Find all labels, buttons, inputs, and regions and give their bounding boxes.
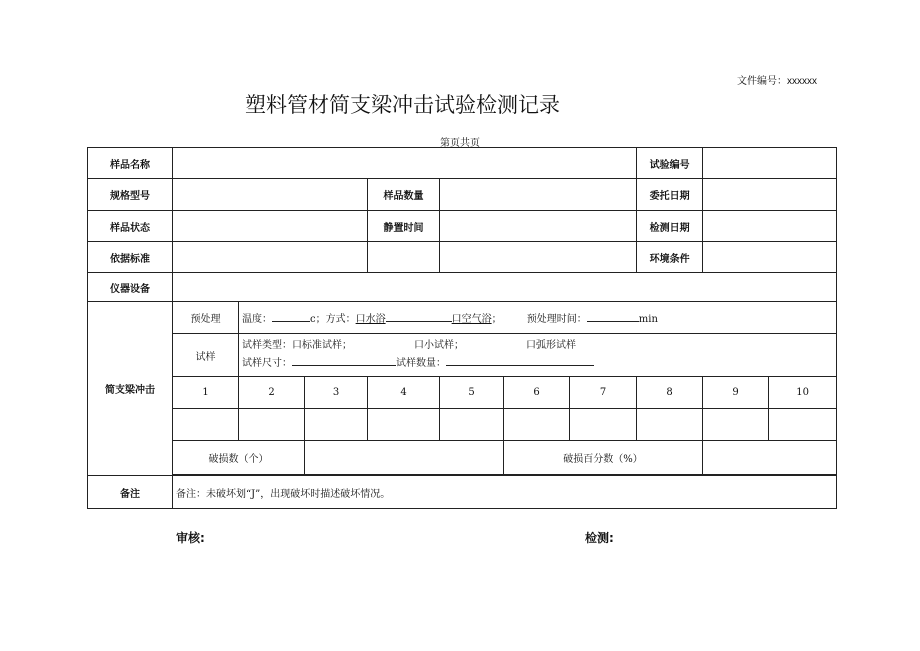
specimen-size-line: [242, 355, 834, 373]
entrust-date-field[interactable]: [703, 179, 837, 211]
env-cond-label: 环境条件: [637, 242, 703, 273]
specimen-type-label: 试样类型：: [242, 340, 292, 351]
page-info: 第页共页: [440, 138, 480, 149]
sample-state-field[interactable]: [173, 211, 368, 242]
damage-count-label: 破损数（个）: [173, 441, 305, 475]
col-header-8: 8: [637, 377, 703, 409]
pretreat-time-unit: min: [638, 314, 658, 325]
temp-unit: c；方式：: [310, 314, 356, 325]
sample-qty-field[interactable]: [440, 179, 637, 211]
rest-time-field[interactable]: [440, 211, 637, 242]
damage-count-field[interactable]: [305, 441, 504, 475]
col-header-3: 3: [305, 377, 368, 409]
impact-label: 简支梁冲击: [88, 302, 173, 476]
review-label: 审核:: [176, 531, 205, 545]
specimen-label: 试样: [173, 334, 239, 377]
result-cell-5[interactable]: [440, 409, 504, 441]
specimen-qty-label: 试样数量：: [396, 358, 446, 369]
sample-state-label: 样品状态: [88, 211, 173, 242]
small-specimen-option[interactable]: 口小试样；: [414, 340, 464, 351]
water-bath-line: [386, 311, 452, 322]
instrument-field[interactable]: [173, 273, 837, 302]
env-cond-field[interactable]: [703, 242, 837, 273]
specimen-size-input[interactable]: [292, 355, 396, 366]
std-specimen-option[interactable]: 口标准试样；: [292, 340, 352, 351]
specimen-type-line: [242, 337, 834, 355]
specimen-size-label: 试样尺寸：: [242, 358, 292, 369]
test-no-field[interactable]: [703, 148, 837, 179]
pretreat-time-input[interactable]: [587, 311, 639, 322]
file-number: [737, 72, 817, 87]
rest-time-label: 静置时间: [368, 211, 440, 242]
result-cell-10[interactable]: [769, 409, 837, 441]
test-no-label: 试验编号: [637, 148, 703, 179]
pretreat-label: 预处理: [173, 302, 239, 334]
test-date-label: 检测日期: [637, 211, 703, 242]
result-cell-9[interactable]: [703, 409, 769, 441]
col-header-2: 2: [239, 377, 305, 409]
temp-input[interactable]: [272, 311, 310, 322]
col-header-10: 10: [769, 377, 837, 409]
test-date-field[interactable]: [703, 211, 837, 242]
result-cell-6[interactable]: [504, 409, 570, 441]
record-table: [87, 147, 837, 509]
temp-label: 温度：: [242, 314, 272, 325]
entrust-date-label: 委托日期: [637, 179, 703, 211]
pretreat-time-label: 预处理时间：: [526, 314, 587, 325]
result-cell-4[interactable]: [368, 409, 440, 441]
basis-std-extra-field-2[interactable]: [440, 242, 637, 273]
basis-std-label: 依据标准: [88, 242, 173, 273]
basis-std-extra-field[interactable]: [368, 242, 440, 273]
col-header-9: 9: [703, 377, 769, 409]
inspect-label: 检测:: [585, 531, 614, 545]
sample-name-field[interactable]: [173, 148, 637, 179]
result-cell-3[interactable]: [305, 409, 368, 441]
basis-std-field[interactable]: [173, 242, 368, 273]
col-header-7: 7: [570, 377, 637, 409]
sample-qty-label: 样品数量: [368, 179, 440, 211]
pretreat-semicolon: ；: [491, 314, 502, 325]
result-cell-1[interactable]: [173, 409, 239, 441]
file-number-label: 文件编号：: [737, 76, 787, 87]
spec-model-field[interactable]: [173, 179, 368, 211]
specimen-row: [239, 334, 837, 377]
col-header-6: 6: [504, 377, 570, 409]
file-number-value: xxxxxx: [787, 76, 817, 87]
arc-specimen-option[interactable]: 口弧形试样: [526, 340, 576, 351]
sample-name-label: 样品名称: [88, 148, 173, 179]
result-cell-8[interactable]: [637, 409, 703, 441]
damage-percent-label: 破损百分数（%）: [504, 441, 703, 475]
air-bath-option[interactable]: 口空气浴: [451, 314, 492, 325]
instrument-label: 仪器设备: [88, 273, 173, 302]
result-cell-7[interactable]: [570, 409, 637, 441]
col-header-5: 5: [440, 377, 504, 409]
spec-model-label: 规格型号: [88, 179, 173, 211]
result-cell-2[interactable]: [239, 409, 305, 441]
pretreat-row: [239, 302, 837, 334]
remark-text: 备注：未破坏划“J”，出现破坏时描述破坏情况。: [173, 476, 837, 509]
page-title: 塑料管材简支梁冲击试验检测记录: [245, 93, 560, 117]
col-header-1: 1: [173, 377, 239, 409]
remark-label: 备注: [88, 476, 173, 509]
damage-percent-field[interactable]: [703, 441, 837, 475]
col-header-4: 4: [368, 377, 440, 409]
specimen-qty-input[interactable]: [446, 355, 594, 366]
water-bath-option[interactable]: 口水浴: [355, 314, 386, 325]
